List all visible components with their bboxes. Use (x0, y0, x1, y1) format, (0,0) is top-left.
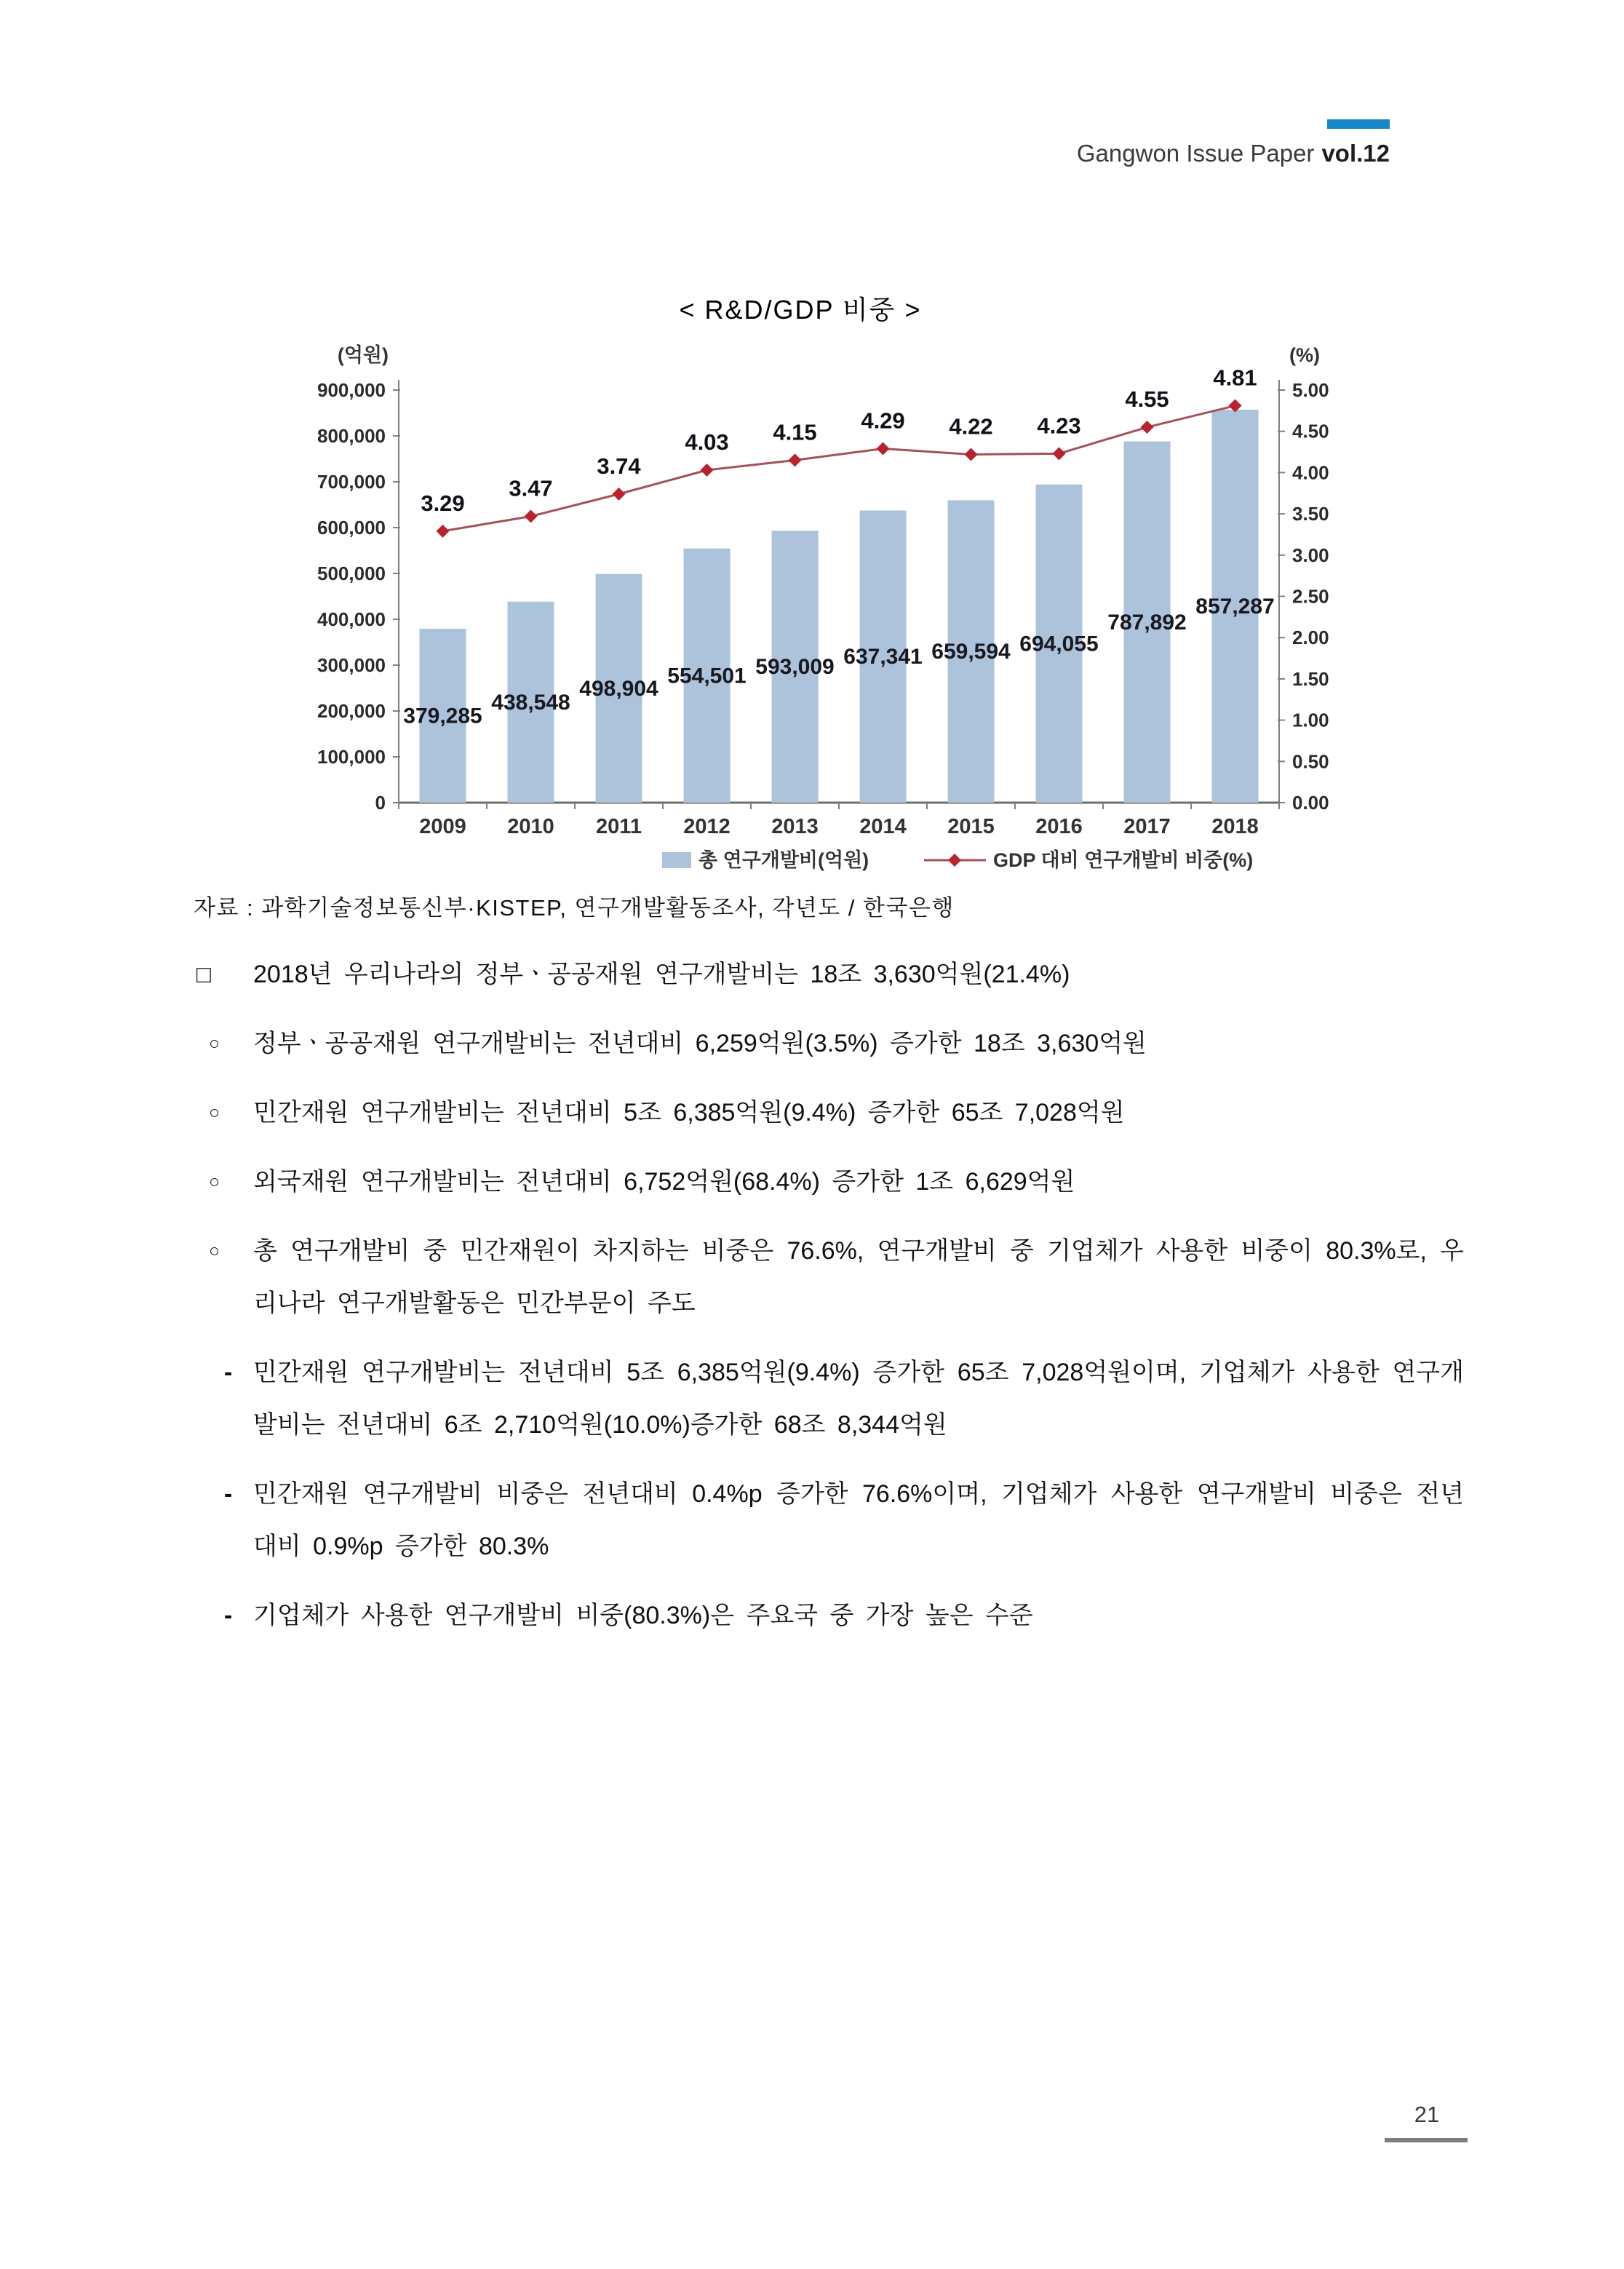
rd-gdp-combo-chart (306, 331, 1353, 884)
svg-text:2.50: 2.50 (1292, 585, 1329, 608)
svg-text:4.00: 4.00 (1292, 461, 1329, 484)
svg-text:637,341: 637,341 (843, 645, 923, 669)
svg-text:5.00: 5.00 (1292, 379, 1329, 401)
svg-text:총 연구개발비(억원): 총 연구개발비(억원) (698, 849, 869, 871)
paragraph-text: 기업체가 사용한 연구개발비 비중(80.3%)은 주요국 중 가장 높은 수준 (253, 1602, 1033, 1629)
svg-text:(%): (%) (1289, 344, 1320, 366)
svg-text:700,000: 700,000 (317, 471, 386, 493)
svg-text:800,000: 800,000 (317, 425, 386, 447)
svg-text:3.00: 3.00 (1292, 544, 1329, 566)
paragraph-text: 정부ㆍ공공재원 연구개발비는 전년대비 6,259억원(3.5%) 증가한 18조 3,630억원 (253, 1030, 1147, 1057)
paragraph-text: 외국재원 연구개발비는 전년대비 6,752억원(68.4%) 증가한 1조 6,629억원 (253, 1168, 1075, 1196)
body-paragraph (196, 1589, 1464, 1642)
body-paragraph (196, 1156, 1464, 1208)
svg-text:600,000: 600,000 (317, 517, 386, 539)
legend (662, 849, 1253, 871)
svg-text:593,009: 593,009 (755, 655, 835, 680)
chart-source: 자료 : 과학기술정보통신부·KISTEP, 연구개발활동조사, 각년도 / 한국은행 (194, 895, 955, 921)
bar-series (403, 410, 1274, 803)
x-axis-labels (419, 815, 1259, 838)
paragraph-text: 2018년 우리나라의 정부ㆍ공공재원 연구개발비는 18조 3,630억원(21.4%) (253, 961, 1070, 988)
paragraph-text: 민간재원 연구개발비 비중은 전년대비 0.4%p 증가한 76.6%이며, 기업체가 사용한 연구개발비 비중은 전년대비 0.9%p 증가한 80.3% (253, 1480, 1464, 1560)
svg-text:1.50: 1.50 (1292, 667, 1329, 690)
bullet-dash: - (224, 1359, 233, 1386)
svg-text:2.00: 2.00 (1292, 627, 1329, 649)
page-number-rule (1385, 2138, 1468, 2142)
svg-text:554,501: 554,501 (667, 664, 747, 688)
svg-text:3.29: 3.29 (421, 490, 465, 516)
svg-text:1.00: 1.00 (1292, 709, 1329, 731)
svg-text:900,000: 900,000 (317, 379, 386, 401)
svg-text:659,594: 659,594 (931, 640, 1011, 664)
svg-text:498,904: 498,904 (579, 676, 658, 701)
svg-text:4.29: 4.29 (861, 408, 905, 434)
header-volume: vol.12 (1321, 140, 1390, 167)
svg-text:200,000: 200,000 (317, 700, 386, 722)
svg-text:2017: 2017 (1123, 815, 1171, 838)
svg-text:857,287: 857,287 (1195, 594, 1275, 619)
svg-text:2010: 2010 (507, 815, 554, 838)
svg-text:438,548: 438,548 (491, 690, 570, 715)
svg-text:GDP 대비 연구개발비 비중(%): GDP 대비 연구개발비 비중(%) (993, 849, 1254, 871)
svg-text:2018: 2018 (1211, 815, 1259, 838)
header-title (1077, 140, 1390, 167)
svg-text:0.50: 0.50 (1292, 750, 1329, 773)
bullet-dash: - (224, 1602, 233, 1629)
svg-text:300,000: 300,000 (317, 654, 386, 676)
header-brand: Gangwon Issue Paper (1076, 140, 1315, 167)
body-paragraph (196, 1346, 1464, 1451)
svg-text:2013: 2013 (771, 815, 819, 838)
paragraph-text: 민간재원 연구개발비는 전년대비 5조 6,385억원(9.4%) 증가한 65조 7,028억원이며, 기업체가 사용한 연구개발비는 전년대비 6조 2,710억원(10.0%)증가한 68조 8,344억원 (253, 1359, 1464, 1439)
svg-text:4.15: 4.15 (773, 419, 817, 445)
svg-text:3.50: 3.50 (1292, 503, 1329, 525)
svg-text:0: 0 (375, 792, 386, 814)
body-paragraph (196, 1017, 1464, 1070)
svg-text:(억원): (억원) (337, 344, 389, 366)
svg-text:2011: 2011 (596, 815, 642, 838)
svg-text:4.50: 4.50 (1292, 420, 1329, 442)
paragraph-text: 총 연구개발비 중 민간재원이 차지하는 비중은 76.6%, 연구개발비 중 기업체가 사용한 비중이 80.3%로, 우리나라 연구개발활동은 민간부문이 주도 (253, 1237, 1464, 1317)
svg-text:2009: 2009 (419, 815, 466, 838)
svg-text:500,000: 500,000 (317, 563, 386, 584)
svg-text:2012: 2012 (683, 815, 731, 838)
svg-text:3.74: 3.74 (597, 453, 641, 479)
svg-text:4.55: 4.55 (1125, 386, 1169, 413)
body-paragraph (196, 1225, 1464, 1330)
svg-text:4.23: 4.23 (1037, 413, 1081, 439)
svg-text:100,000: 100,000 (317, 746, 386, 768)
svg-text:4.81: 4.81 (1213, 365, 1257, 391)
svg-text:694,055: 694,055 (1019, 632, 1099, 656)
body-paragraph (196, 948, 1464, 1001)
svg-text:787,892: 787,892 (1107, 610, 1187, 635)
bullet-dash: - (224, 1480, 233, 1508)
body-paragraph (196, 1086, 1464, 1139)
chart-title: < R&D/GDP 비중 > (679, 295, 922, 325)
svg-text:0.00: 0.00 (1292, 792, 1329, 814)
bullet-circle: ○ (209, 1172, 220, 1192)
paragraph-text: 민간재원 연구개발비는 전년대비 5조 6,385억원(9.4%) 증가한 65조 7,028억원 (253, 1099, 1125, 1126)
page-number: 21 (1414, 2102, 1440, 2127)
body-paragraph (196, 1468, 1464, 1573)
svg-text:2016: 2016 (1035, 815, 1083, 838)
svg-text:2014: 2014 (859, 815, 907, 838)
bullet-circle: ○ (209, 1102, 220, 1123)
bullet-circle: ○ (209, 1033, 220, 1054)
axes (317, 343, 1329, 814)
svg-text:3.47: 3.47 (509, 475, 553, 501)
svg-text:400,000: 400,000 (317, 608, 386, 630)
svg-text:4.22: 4.22 (949, 413, 993, 440)
body-text (196, 948, 1464, 1658)
bullet-square: □ (196, 961, 211, 988)
svg-text:4.03: 4.03 (685, 429, 729, 455)
svg-text:2015: 2015 (947, 815, 995, 838)
header-accent-bar (1327, 119, 1390, 129)
svg-text:379,285: 379,285 (403, 704, 482, 728)
bullet-circle: ○ (209, 1241, 220, 1261)
